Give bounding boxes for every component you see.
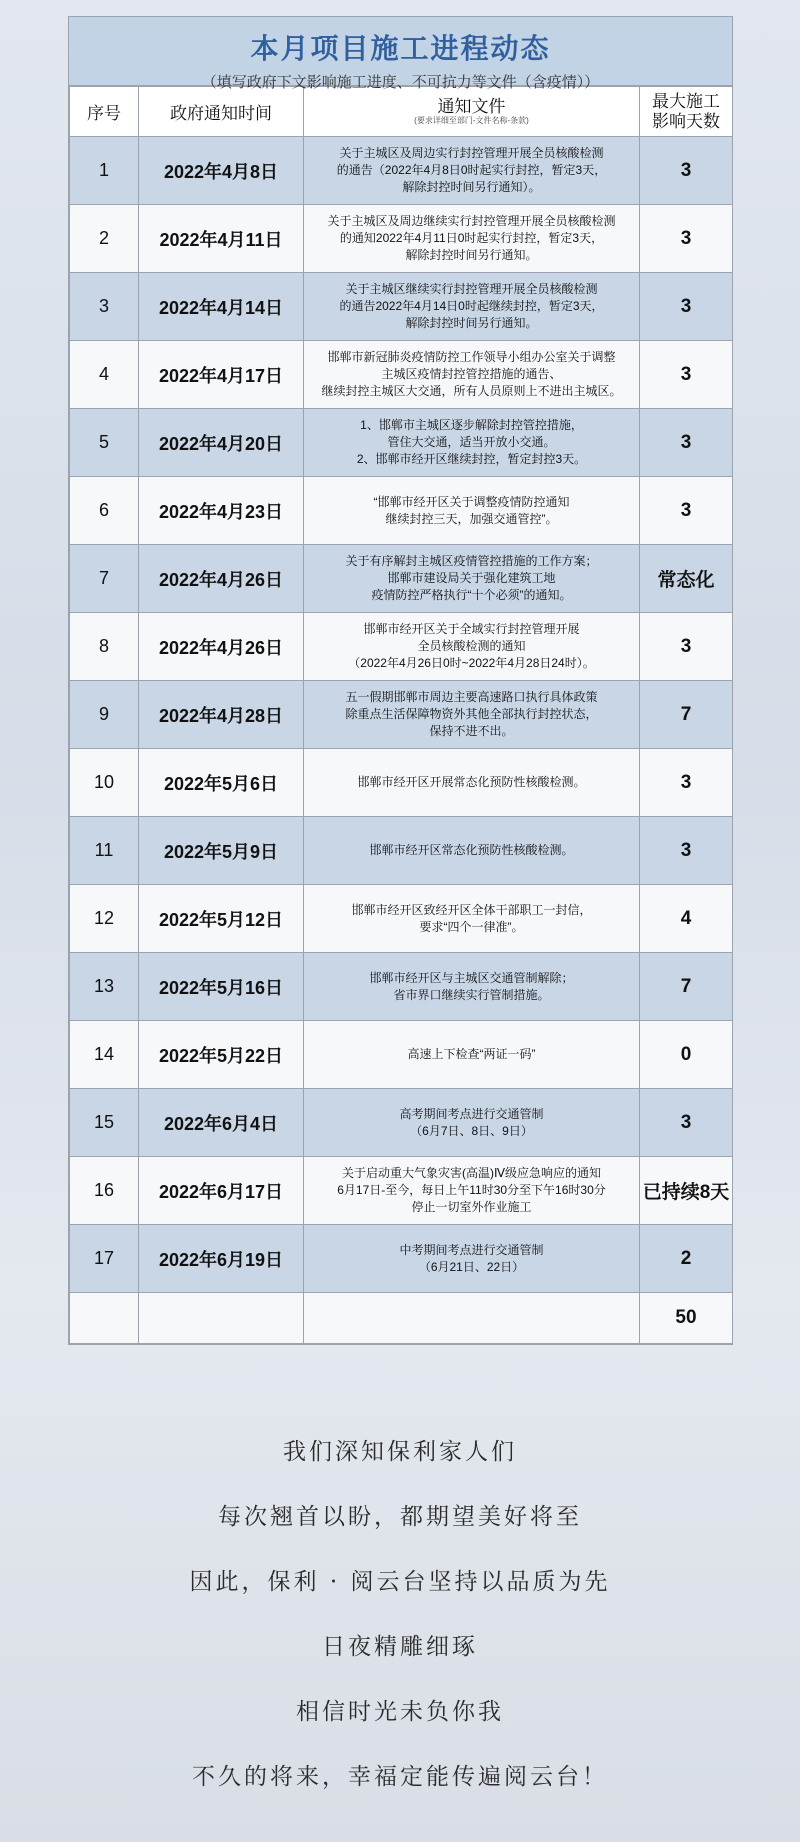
row-number: 12 — [70, 885, 139, 953]
notice-file-line: 疫情防控严格执行“十个必须”的通知。 — [371, 588, 572, 602]
row-max-days: 3 — [640, 477, 733, 545]
row-notice-date: 2022年6月19日 — [139, 1225, 304, 1293]
notice-file-line: 继续封控三天，加强交通管控”。 — [385, 511, 558, 526]
notice-file-line: 1、邯郸市主城区逐步解除封控管控措施， — [360, 418, 583, 432]
row-max-days: 4 — [640, 885, 733, 953]
total-empty-2 — [139, 1293, 304, 1344]
sheet-title: 本月项目施工进程动态 — [250, 33, 551, 64]
notice-file-line: 解除封控时间另行通知。 — [405, 316, 538, 330]
notice-file-line: 五一假期邯郸市周边主要高速路口执行具体政策 — [345, 690, 598, 704]
row-notice-file — [304, 341, 640, 409]
total-empty-3 — [304, 1293, 640, 1344]
row-number: 5 — [70, 409, 139, 477]
slogan-line: 相信时光未负你我 — [296, 1699, 504, 1725]
row-notice-file — [304, 953, 640, 1021]
row-max-days: 3 — [640, 749, 733, 817]
header-no: 序号 — [70, 87, 139, 137]
row-notice-file — [304, 409, 640, 477]
progress-sheet — [68, 16, 733, 1345]
row-number: 15 — [70, 1089, 139, 1157]
notice-file-line: 管住大交通，适当开放小交通。 — [387, 435, 556, 449]
row-number: 17 — [70, 1225, 139, 1293]
row-max-days: 3 — [640, 817, 733, 885]
sheet-subtitle: （填写政府下文影响施工进度、不可抗力等文件（含疫情）） — [201, 74, 600, 91]
table-row — [70, 613, 733, 681]
row-notice-date: 2022年4月8日 — [139, 137, 304, 205]
total-row — [70, 1293, 733, 1344]
table-row — [70, 1089, 733, 1157]
notice-file-line: 解除封控时间另行通知）。 — [402, 180, 541, 194]
row-number: 13 — [70, 953, 139, 1021]
row-notice-date: 2022年4月20日 — [139, 409, 304, 477]
row-number: 16 — [70, 1157, 139, 1225]
notice-file-line: 主城区疫情封控管控措施的通告、 — [381, 367, 562, 381]
slogan-line: 不久的将来，幸福定能传遍阅云台！ — [192, 1764, 608, 1790]
row-notice-file — [304, 613, 640, 681]
notice-file-line: 邯郸市建设局关于强化建筑工地 — [387, 571, 556, 585]
row-notice-date: 2022年4月14日 — [139, 273, 304, 341]
row-notice-file — [304, 545, 640, 613]
header-max-days — [640, 87, 733, 137]
table-row — [70, 409, 733, 477]
table-header-row — [70, 87, 733, 137]
row-number: 6 — [70, 477, 139, 545]
notice-file-line: 2、邯郸市经开区继续封控，暂定封控3天。 — [356, 452, 587, 466]
notice-file-line: 关于主城区继续实行封控管理开展全员核酸检测 — [345, 282, 598, 296]
table-row — [70, 953, 733, 1021]
row-max-days: 3 — [640, 205, 733, 273]
row-notice-file — [304, 1089, 640, 1157]
notice-file-line: （2022年4月26日0时~2022年4月28日24时）。 — [348, 656, 595, 670]
total-empty-1 — [70, 1293, 139, 1344]
row-notice-date: 2022年4月26日 — [139, 545, 304, 613]
notice-file-line: 保持不进不出。 — [429, 724, 514, 738]
notice-file-line: 邯郸市经开区与主城区交通管制解除； — [369, 970, 574, 985]
notice-file-line: 关于主城区及周边继续实行封控管理开展全员核酸检测 — [327, 214, 616, 228]
table-row — [70, 341, 733, 409]
notice-file-line: 邯郸市经开区开展常态化预防性核酸检测。 — [357, 775, 586, 789]
notice-file-line: 关于有序解封主城区疫情管控措施的工作方案； — [345, 554, 598, 568]
row-notice-date: 2022年4月23日 — [139, 477, 304, 545]
slogan-line: 每次翘首以盼，都期望美好将至 — [218, 1504, 582, 1530]
row-notice-date: 2022年5月12日 — [139, 885, 304, 953]
row-number: 1 — [70, 137, 139, 205]
notice-file-line: 邯郸市经开区致经开区全体干部职工一封信， — [351, 902, 592, 917]
row-max-days: 3 — [640, 613, 733, 681]
notice-file-line: 除重点生活保障物资外其他全部执行封控状态， — [345, 707, 598, 721]
notice-file-line: 邯郸市经开区关于全域实行封控管理开展 — [363, 622, 580, 636]
row-notice-file — [304, 1157, 640, 1225]
row-notice-file — [304, 749, 640, 817]
row-max-days: 7 — [640, 953, 733, 1021]
row-number: 2 — [70, 205, 139, 273]
row-max-days: 0 — [640, 1021, 733, 1089]
row-notice-date: 2022年5月6日 — [139, 749, 304, 817]
notice-file-line: 关于主城区及周边实行封控管理开展全员核酸检测 — [339, 146, 604, 160]
row-max-days: 3 — [640, 137, 733, 205]
notice-table — [69, 86, 733, 1344]
notice-file-line: 邯郸市经开区常态化预防性核酸检测。 — [369, 843, 574, 857]
notice-file-line: 的通知2022年4月11日0时起实行封控，暂定3天， — [339, 231, 604, 245]
row-notice-file — [304, 477, 640, 545]
notice-file-line: 继续封控主城区大交通，所有人员原则上不进出主城区。 — [321, 384, 622, 398]
row-notice-date: 2022年5月22日 — [139, 1021, 304, 1089]
row-max-days: 常态化 — [640, 545, 733, 613]
table-row — [70, 1225, 733, 1293]
row-notice-date: 2022年4月28日 — [139, 681, 304, 749]
row-number: 3 — [70, 273, 139, 341]
notice-file-line: 高速上下检查“两证一码” — [407, 1047, 536, 1061]
row-notice-date: 2022年6月4日 — [139, 1089, 304, 1157]
notice-file-line: 停止一切室外作业施工 — [411, 1200, 532, 1214]
header-file-note: (要求详细至部门-文件名称-条款) — [414, 115, 529, 125]
row-number: 7 — [70, 545, 139, 613]
notice-file-line: 要求“四个一律准”。 — [419, 919, 524, 934]
row-number: 10 — [70, 749, 139, 817]
table-row — [70, 1157, 733, 1225]
header-max-line1: 最大施工 — [652, 91, 720, 111]
row-notice-file — [304, 681, 640, 749]
row-notice-date: 2022年6月17日 — [139, 1157, 304, 1225]
notice-file-line: 邯郸市新冠肺炎疫情防控工作领导小组办公室关于调整 — [327, 350, 616, 364]
slogan-line: 因此，保利 · 阅云台坚持以品质为先 — [189, 1569, 611, 1595]
notice-file-line: “邯郸市经开区关于调整疫情防控通知 — [373, 494, 570, 509]
row-notice-file — [304, 137, 640, 205]
row-max-days: 3 — [640, 341, 733, 409]
table-row — [70, 545, 733, 613]
header-max-line2: 影响天数 — [652, 111, 720, 131]
sheet-title-bar — [69, 17, 732, 91]
row-number: 11 — [70, 817, 139, 885]
row-max-days: 7 — [640, 681, 733, 749]
row-notice-date: 2022年4月26日 — [139, 613, 304, 681]
table-body — [70, 137, 733, 1293]
table-row — [70, 817, 733, 885]
header-date: 政府通知时间 — [139, 87, 304, 137]
notice-file-line: 高考期间考点进行交通管制 — [399, 1106, 544, 1121]
table-row — [70, 137, 733, 205]
row-number: 8 — [70, 613, 139, 681]
notice-file-line: 关于启动重大气象灾害(高温)Ⅳ级应急响应的通知 — [341, 1166, 602, 1180]
slogan-line: 我们深知保利家人们 — [283, 1439, 517, 1465]
row-notice-date: 2022年4月11日 — [139, 205, 304, 273]
notice-file-line: 解除封控时间另行通知。 — [405, 248, 538, 262]
header-file — [304, 87, 640, 137]
total-days: 50 — [640, 1293, 733, 1344]
row-notice-file — [304, 885, 640, 953]
notice-file-line: 省市界口继续实行管制措施。 — [393, 987, 550, 1002]
table-row — [70, 885, 733, 953]
row-notice-date: 2022年4月17日 — [139, 341, 304, 409]
notice-file-line: 中考期间考点进行交通管制 — [399, 1242, 544, 1257]
row-notice-file — [304, 273, 640, 341]
notice-file-line: 全员核酸检测的通知 — [417, 639, 526, 653]
row-max-days: 已持续8天 — [640, 1157, 733, 1225]
row-number: 14 — [70, 1021, 139, 1089]
row-notice-date: 2022年5月9日 — [139, 817, 304, 885]
row-max-days: 3 — [640, 1089, 733, 1157]
notice-file-line: 6月17日-至今，每日上午11时30分至下午16时30分 — [337, 1183, 606, 1197]
row-notice-file — [304, 205, 640, 273]
header-file-label: 通知文件 — [437, 96, 506, 116]
row-max-days: 2 — [640, 1225, 733, 1293]
row-notice-file — [304, 1225, 640, 1293]
notice-file-line: 的通告（2022年4月8日0时起实行封控，暂定3天， — [336, 163, 607, 177]
notice-file-line: （6月21日、22日） — [418, 1259, 525, 1274]
table-row — [70, 1021, 733, 1089]
row-notice-file — [304, 817, 640, 885]
row-number: 9 — [70, 681, 139, 749]
table-row — [70, 205, 733, 273]
slogan-line: 日夜精雕细琢 — [322, 1634, 478, 1660]
row-notice-file — [304, 1021, 640, 1089]
slogan-block — [0, 1420, 800, 1810]
notice-file-line: 的通告2022年4月14日0时起继续封控，暂定3天， — [339, 299, 604, 313]
row-number: 4 — [70, 341, 139, 409]
row-max-days: 3 — [640, 273, 733, 341]
row-max-days: 3 — [640, 409, 733, 477]
table-row — [70, 273, 733, 341]
table-row — [70, 749, 733, 817]
table-row — [70, 681, 733, 749]
notice-file-line: （6月7日、8日、9日） — [410, 1123, 533, 1138]
table-row — [70, 477, 733, 545]
row-notice-date: 2022年5月16日 — [139, 953, 304, 1021]
